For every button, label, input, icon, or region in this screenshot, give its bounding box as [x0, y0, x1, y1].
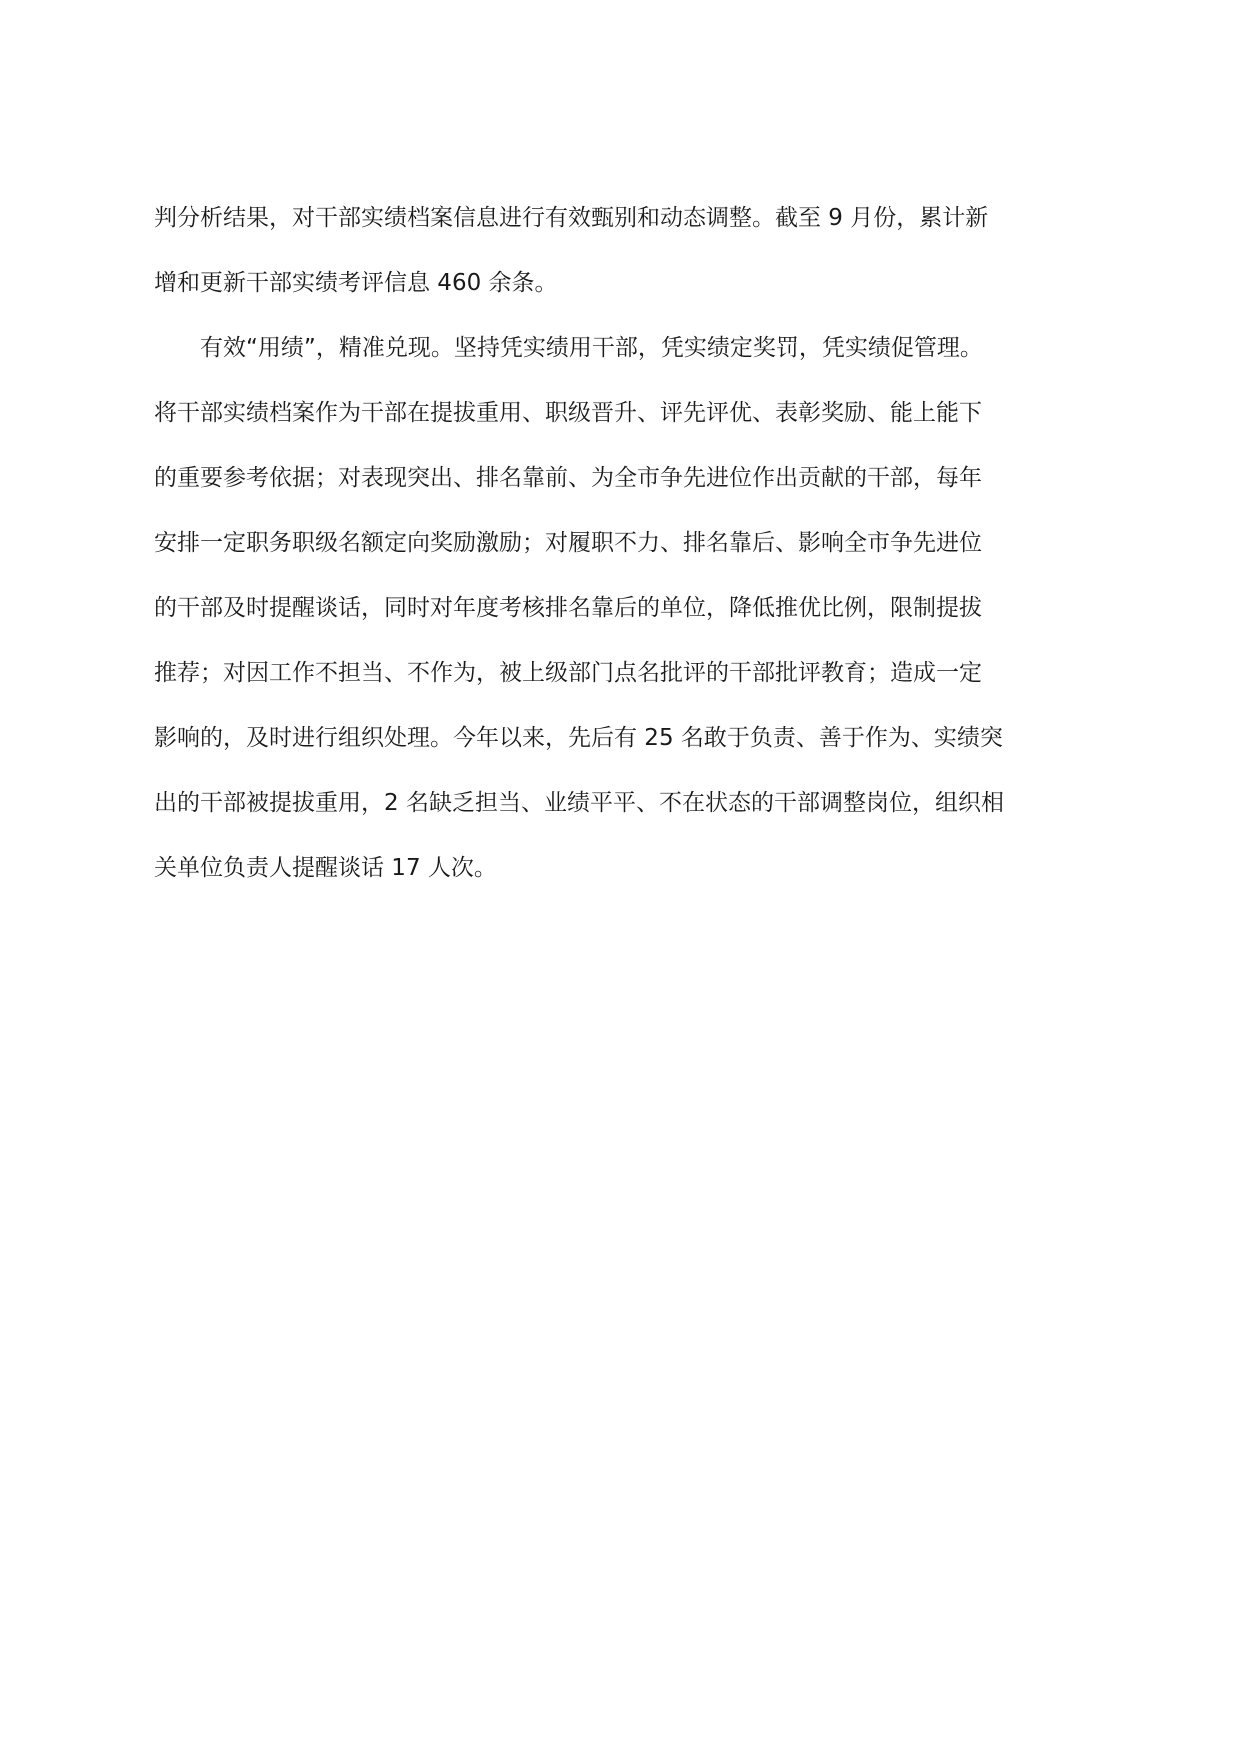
- text-line-10: 出的干部被提拔重用，2 名缺乏担当、业绩平平、不在状态的干部调整岗位，组织相: [154, 790, 1004, 816]
- text-line-5: 的重要参考依据；对表现突出、排名靠前、为全市争先进位作出贡献的干部，每年: [154, 465, 982, 491]
- text-line-1: 判分析结果，对干部实绩档案信息进行有效甄别和动态调整。截至 9 月份，累计新: [154, 205, 989, 231]
- text-line-2: 增和更新干部实绩考评信息 460 余条。: [154, 270, 558, 296]
- text-line-9: 影响的，及时进行组织处理。今年以来，先后有 25 名敢于负责、善于作为、实绩突: [154, 725, 1003, 751]
- document-body: [154, 186, 1084, 901]
- text-line-8: 推荐；对因工作不担当、不作为，被上级部门点名批评的干部批评教育；造成一定: [154, 660, 982, 686]
- text-line-6: 安排一定职务职级名额定向奖励激励；对履职不力、排名靠后、影响全市争先进位: [154, 530, 982, 556]
- text-line-7: 的干部及时提醒谈话，同时对年度考核排名靠后的单位，降低推优比例，限制提拔: [154, 595, 982, 621]
- paragraph-start-line: 有效“用绩”，精准兑现。坚持凭实绩用干部，凭实绩定奖罚，凭实绩促管理。: [200, 335, 983, 361]
- text-line-11: 关单位负责人提醒谈话 17 人次。: [154, 855, 497, 881]
- text-line-4: 将干部实绩档案作为干部在提拔重用、职级晋升、评先评优、表彰奖励、能上能下: [154, 400, 982, 426]
